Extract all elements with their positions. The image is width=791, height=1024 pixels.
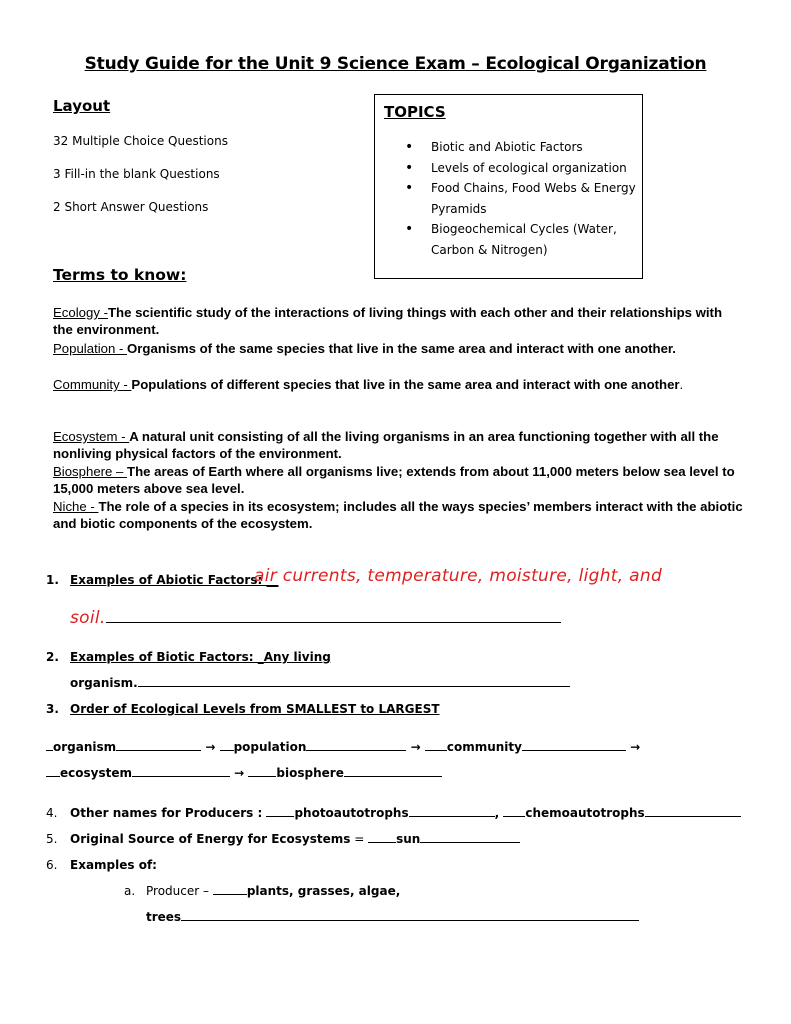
blank-line (116, 750, 201, 751)
blank-line (132, 776, 230, 777)
answer-blank-line (138, 686, 570, 687)
blank-line (645, 816, 741, 817)
page-title: Study Guide for the Unit 9 Science Exam – Ecological Organization (84, 54, 707, 74)
q4-label: Other names for Producers : (70, 806, 267, 820)
level-organism: organism (53, 740, 117, 754)
arrow-icon: → (234, 766, 245, 780)
level-ecosystem: ecosystem (60, 766, 132, 780)
q3-row1 (46, 740, 640, 754)
blank-line (248, 776, 276, 777)
term-population (53, 340, 743, 357)
topics-list (405, 137, 637, 260)
term-ecology (53, 304, 743, 338)
topics-box (374, 94, 643, 279)
term-definition: The scientific study of the interactions of living things with each other and their relationships with the environment. (53, 305, 723, 337)
term-niche (53, 498, 743, 532)
q4-answer-2: chemoautotrophs (525, 806, 645, 820)
blank-line (46, 750, 53, 751)
blank-line (46, 776, 60, 777)
term-definition: The role of a species in its ecosystem; includes all the ways species’ members interact with the abiotic and biotic components of the ecosystem. (53, 499, 743, 531)
q6a-label: Producer – (146, 884, 213, 898)
question-number: 3. (46, 702, 59, 716)
term-community (53, 375, 743, 394)
question-number: 1. (46, 573, 59, 587)
level-biosphere: biosphere (276, 766, 344, 780)
arrow-icon: → (410, 740, 421, 754)
blank-line (368, 842, 396, 843)
layout-item: 2 Short Answer Questions (53, 200, 209, 214)
q6a-answer-line2: trees (146, 910, 182, 924)
q1-answer-line1: air currents, temperature, moisture, light, and (254, 566, 663, 586)
arrow-icon: → (205, 740, 216, 754)
term-definition: A natural unit consisting of all the living organisms in an area functioning together with all the nonliving physical factors of the environment. (53, 429, 719, 461)
layout-heading: Layout (53, 97, 111, 115)
q1-answer-row2 (70, 608, 561, 628)
q3-row2 (46, 766, 442, 780)
question-number: 6. (46, 858, 58, 872)
layout-item: 3 Fill-in the blank Questions (53, 167, 220, 181)
blank-line (220, 750, 234, 751)
term-name: Community - (53, 377, 132, 392)
level-population: population (233, 740, 307, 754)
term-definition: Populations of different species that live in the same area and interact with one another (131, 377, 680, 392)
q5-answer: sun (396, 832, 421, 846)
q5-equals: = (350, 832, 369, 846)
q5-row (70, 832, 520, 846)
term-tail: . (679, 377, 684, 392)
q6a-row2 (146, 910, 639, 924)
topic-item: • Biogeochemical Cycles (Water, Carbon & Nitrogen) (405, 219, 637, 260)
question-number: 5. (46, 832, 58, 846)
layout-item: 32 Multiple Choice Questions (53, 134, 228, 148)
answer-blank-line (106, 622, 561, 623)
term-name: Biosphere – (53, 464, 128, 479)
term-name: Ecology - (53, 305, 108, 320)
blank-line (344, 776, 442, 777)
term-name: Ecosystem - (53, 429, 130, 444)
q6a-row1 (146, 884, 400, 898)
q4-answer-1: photoautotrophs (294, 806, 409, 820)
term-name: Niche - (53, 499, 99, 514)
q6a-answer-line1: plants, grasses, algae, (246, 884, 401, 898)
blank-line (522, 750, 626, 751)
q5-label: Original Source of Energy for Ecosystems (70, 832, 351, 846)
blank-line (409, 816, 495, 817)
q2-answer: organism. (70, 676, 138, 690)
q2-label: Examples of Biotic Factors: _Any living (70, 650, 331, 664)
blank-line (503, 816, 525, 817)
level-community: community (446, 740, 522, 754)
blank-line (181, 920, 639, 921)
term-ecosystem (53, 428, 743, 462)
term-name: Population - (53, 341, 128, 356)
q4-separator: , (494, 806, 504, 820)
q6-label: Examples of: (70, 858, 157, 872)
question-number: 2. (46, 650, 59, 664)
question-number: 4. (46, 806, 58, 820)
term-biosphere (53, 463, 743, 497)
terms-heading: Terms to know: (53, 266, 187, 284)
blank-line (213, 894, 247, 895)
q2-answer-row (70, 676, 570, 690)
q1-label: Examples of Abiotic Factors: __ (70, 573, 279, 587)
blank-line (266, 816, 294, 817)
topics-heading: TOPICS (384, 103, 446, 121)
blank-line (425, 750, 447, 751)
q4-row (70, 806, 741, 820)
blank-line (306, 750, 406, 751)
q3-label: Order of Ecological Levels from SMALLEST to LARGEST (70, 702, 440, 716)
blank-line (420, 842, 520, 843)
topic-item: • Biotic and Abiotic Factors (405, 137, 637, 158)
topic-item: • Levels of ecological organization (405, 158, 637, 179)
term-definition: Organisms of the same species that live in the same area and interact with one another. (127, 341, 676, 356)
q1-answer-line2: soil. (70, 608, 106, 628)
term-definition: The areas of Earth where all organisms live; extends from about 11,000 meters below sea level to 15,000 meters above sea level. (53, 464, 735, 496)
topic-item: • Food Chains, Food Webs & Energy Pyramids (405, 178, 637, 219)
sub-letter: a. (124, 884, 136, 898)
arrow-icon: → (630, 740, 641, 754)
